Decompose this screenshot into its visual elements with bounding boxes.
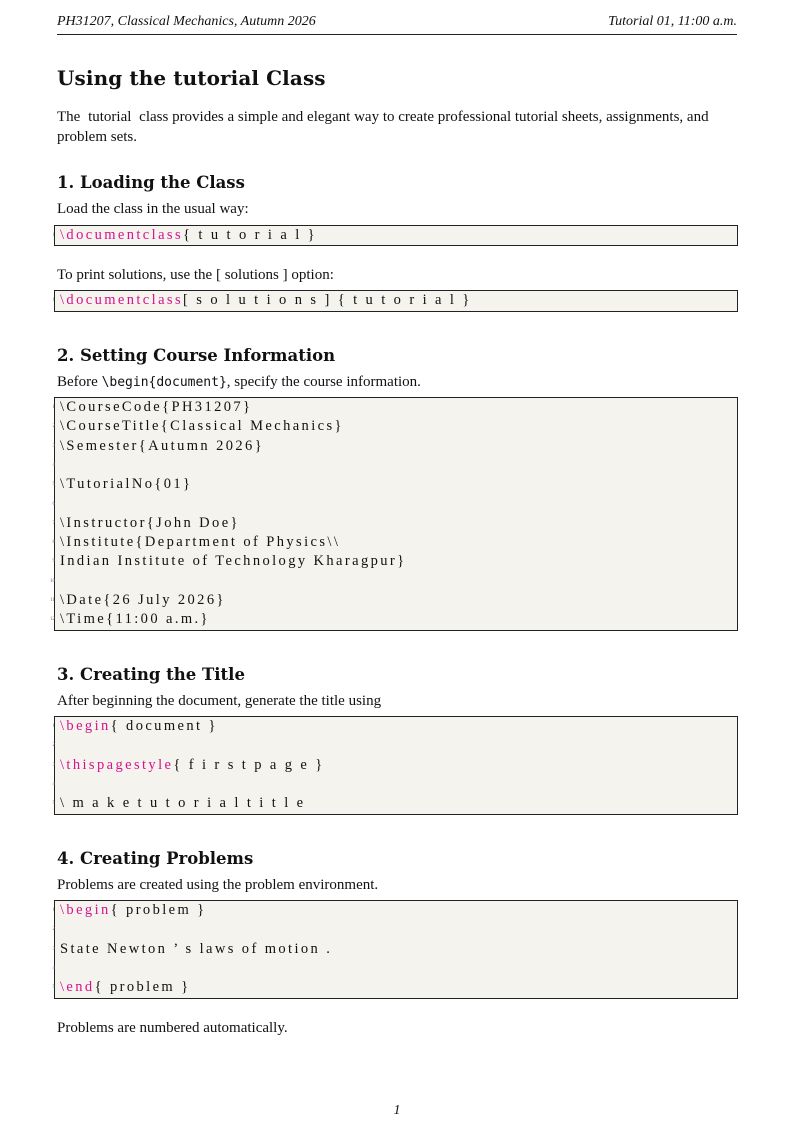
section-4-text: Problems are created using the problem environment. [57,876,379,893]
code-line: 5 \TutorialNo{01} [52,476,193,493]
section-1-text-2: To print solutions, use the [ solutions ] option: [57,266,334,283]
header-tutorial: Tutorial 01, 11:00 a.m. [608,14,737,29]
code-line: 5 \end{ problem } [52,979,191,996]
section-heading-3: 3. Creating the Title [57,664,245,684]
code-line: 4 [52,782,55,788]
code-line: 12 \Time{11:00 a.m.} [50,611,210,628]
section-heading-1: 1. Loading the Class [57,173,245,192]
code-line: 1 \documentclass[ s o l u t i o n s ] { t u t o r i a l } [52,292,472,309]
code-line: 1 \documentclass{ t u t o r i a l } [52,226,318,243]
code-line: 11 \Date{26 July 2026} [50,592,226,609]
page-title: Using the tutorial Class [57,66,326,90]
code-line: 2 [52,927,55,933]
code-line: 6 [52,501,55,507]
section-4-after: Problems are numbered automatically. [57,1019,288,1036]
code-line: 2 [52,743,55,749]
code-block [54,900,738,998]
intro-paragraph: The tutorial class provides a simple and elegant way to create professional tutorial sheets, assignments, and problem sets. [57,109,709,145]
code-line: 10 [50,578,55,584]
section-1-text: Load the class in the usual way: [57,201,249,217]
code-line: 3 State Newton ’ s laws of motion . [52,940,333,957]
section-heading-2: 2. Setting Course Information [57,345,336,365]
code-block [54,290,738,311]
code-line: 1 \begin{ document } [52,718,218,735]
code-line: 5 \ m a k e t u t o r i a l t i t l e [52,795,306,812]
code-line: 3 \Semester{Autumn 2026} [52,437,265,454]
code-line: 4 [52,462,55,468]
code-line: 2 \CourseTitle{Classical Mechanics} [52,418,344,435]
code-line: 3 \thispagestyle{ f i r s t p a g e } [52,756,325,773]
header-course: PH31207, Classical Mechanics, Autumn 2026 [57,14,316,29]
inline-code: \begin{document} [101,374,227,390]
page-number: 1 [393,1103,401,1118]
inline-code: tutorial [88,109,132,125]
code-line: 1 \begin{ problem } [52,902,207,919]
code-block [54,716,738,814]
page-header [57,14,737,35]
section-heading-4: 4. Creating Problems [57,848,254,868]
code-block [50,397,738,631]
page-content [50,66,740,1038]
section-3-text: After beginning the document, generate the title using [57,692,382,709]
code-line: 4 [52,966,55,972]
code-line: 8 \Institute{Department of Physics\\ [52,534,341,551]
code-line: 7 \Instructor{John Doe} [52,514,240,531]
code-block [54,225,738,246]
code-line: 9 Indian Institute of Technology Kharagpur} [52,553,407,570]
code-line: 1 \CourseCode{PH31207} [52,399,253,416]
section-2-text: Before \begin{document}, specify the course information. [57,373,421,390]
